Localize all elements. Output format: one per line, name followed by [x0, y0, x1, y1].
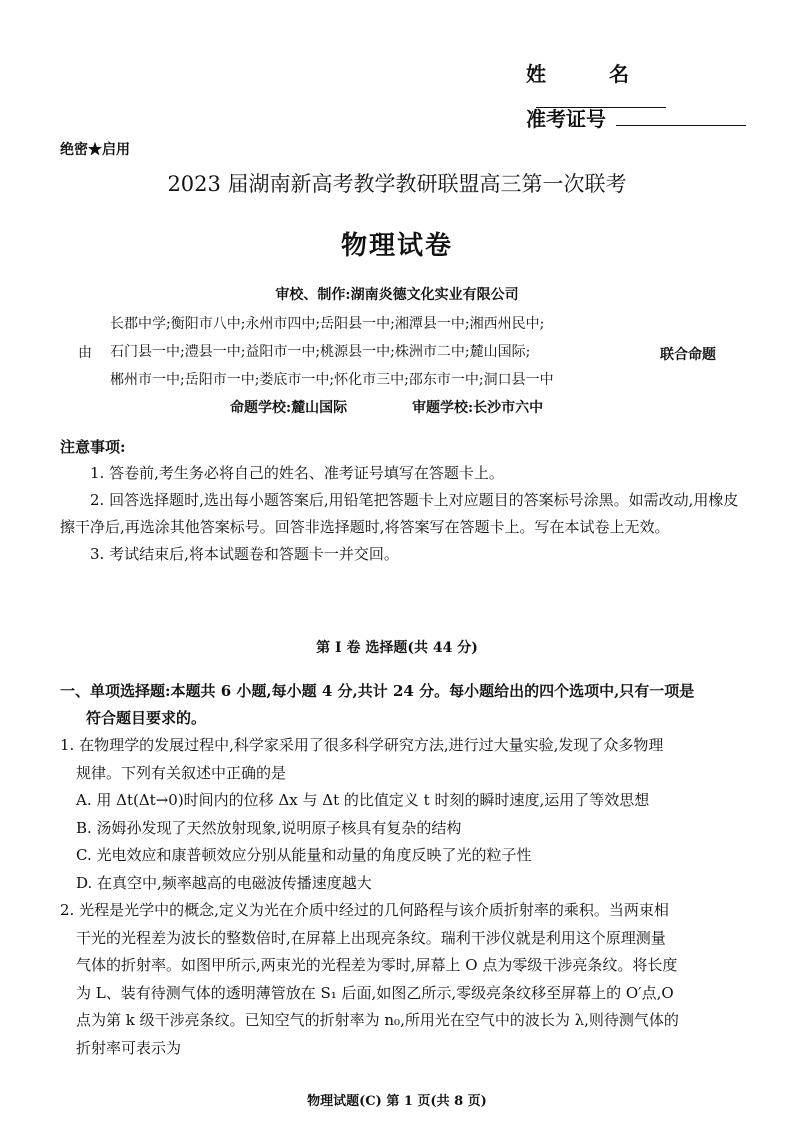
q2-line-6: 折射率可表示为: [76, 1038, 182, 1057]
notice-list: [60, 460, 744, 568]
school-line-3: 郴州市一中;岳阳市一中;娄底市一中;怀化市三中;邵东市一中;洞口县一中: [110, 372, 554, 388]
subject-title: 物理试卷: [340, 231, 453, 261]
schools-by-label: 由: [78, 345, 92, 361]
question-area: [60, 732, 744, 1062]
part-heading-line-1: 一、单项选择题:本题共 6 小题,每小题 4 分,共计 24 分。每小题给出的四个选项中,只有一项是: [60, 682, 695, 700]
id-label: 准考证号: [526, 107, 606, 131]
q1-option-b: B. 汤姆孙发现了天然放射现象,说明原子核具有复杂的结构: [76, 818, 462, 837]
school-line-2: 石门县一中;澧县一中;益阳市一中;桃源县一中;株洲市二中;麓山国际;: [110, 344, 531, 360]
school-list: [110, 310, 650, 394]
page-footer: 物理试题(C) 第 1 页(共 8 页): [307, 1094, 487, 1109]
q2-line-4: 为 L、装有待测气体的透明薄管放在 S₁ 后面,如图乙所示,零级亮条纹移至屏幕上的 O′点,O: [76, 983, 674, 1002]
q1-option-d: D. 在真空中,频率越高的电磁波传播速度越大: [76, 873, 372, 892]
notice-item-1: 1. 答卷前,考生务必将自己的姓名、准考证号填写在答题卡上。: [90, 464, 504, 482]
candidate-id-row: [526, 103, 746, 132]
school-line-1: 长郡中学;衡阳市八中;永州市四中;岳阳县一中;湘潭县一中;湘西州民中;: [110, 316, 545, 332]
q2-line-2: 干光的光程差为波长的整数倍时,在屏幕上出现亮条纹。瑞利干涉仪就是利用这个原理测量: [76, 928, 666, 947]
q1-option-c: C. 光电效应和康普顿效应分别从能量和动量的角度反映了光的粒子性: [76, 846, 532, 864]
id-blank: [616, 105, 746, 126]
part-heading-line-2: 符合题目要求的。: [86, 709, 207, 727]
part-heading: [60, 678, 750, 732]
name-label: 姓 名: [526, 62, 657, 86]
compose-school: 命题学校:麓山国际: [230, 400, 348, 416]
review-school: 审题学校:长沙市六中: [412, 400, 544, 416]
secret-label: 绝密★启用: [60, 142, 130, 158]
q1-stem-1: 1. 在物理学的发展过程中,科学家采用了很多科学研究方法,进行过大量实验,发现了众多物理: [60, 736, 664, 754]
notice-item-2: 2. 回答选择题时,选出每小题答案后,用铅笔把答题卡上对应题目的答案标号涂黑。如需改动,用橡皮擦干净后,再选涂其他答案标号。回答非选择题时,将答案写在答题卡上。写在本试卷上无效。: [60, 491, 739, 536]
q1-stem-2: 规律。下列有关叙述中正确的是: [76, 763, 287, 782]
producer-line: 审校、制作:湖南炎德文化实业有限公司: [275, 287, 519, 303]
section-heading: 第 I 卷 选择题(共 44 分): [316, 640, 478, 656]
notice-title: 注意事项:: [60, 438, 126, 456]
joint-label: 联合命题: [660, 347, 716, 363]
q1-option-a: A. 用 Δt(Δt→0)时间内的位移 Δx 与 Δt 的比值定义 t 时刻的瞬时速度,运用了等效思想: [76, 791, 650, 809]
q2-line-1: 2. 光程是光学中的概念,定义为光在介质中经过的几何路程与该介质折射率的乘积。当两束相: [60, 901, 669, 919]
exam-title: 2023 届湖南新高考教学教研联盟高三第一次联考: [167, 172, 627, 196]
q2-line-3: 气体的折射率。如图甲所示,两束光的光程差为零时,屏幕上 O 点为零级干涉亮条纹。将长度: [76, 956, 678, 974]
notice-item-3: 3. 考试结束后,将本试题卷和答题卡一并交回。: [90, 545, 399, 563]
q2-line-5: 点为第 k 级干涉亮条纹。已知空气的折射率为 n₀,所用光在空气中的波长为 λ,则待测气体的: [76, 1011, 679, 1029]
